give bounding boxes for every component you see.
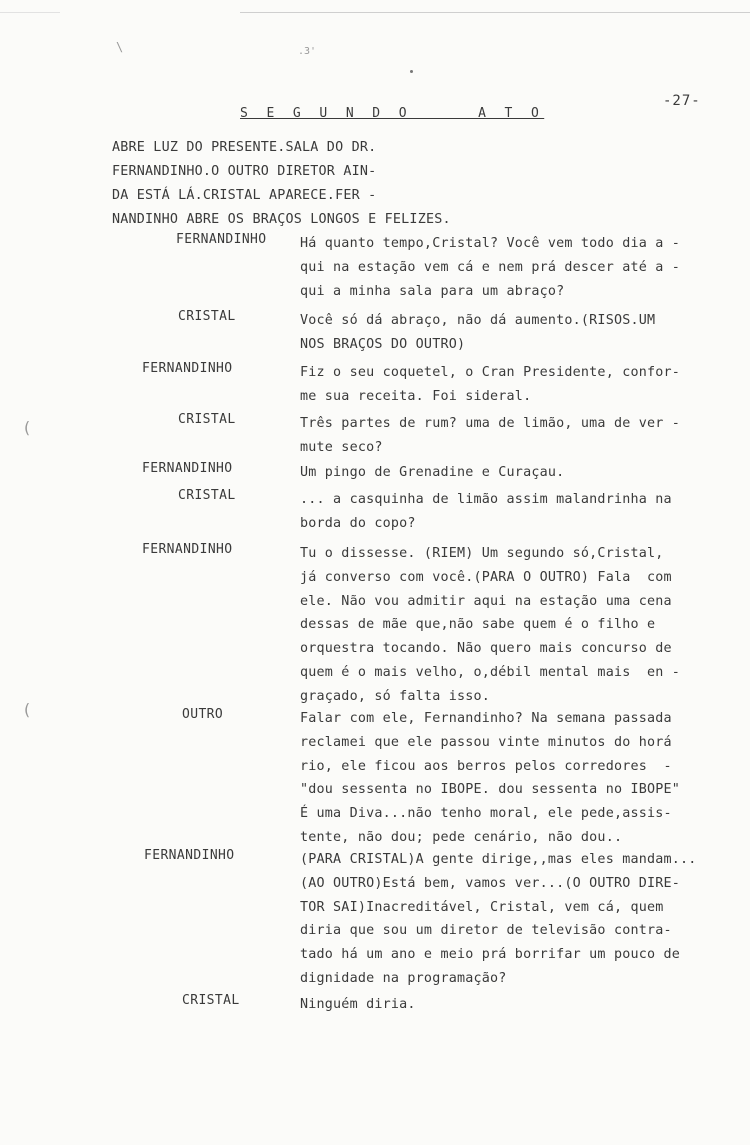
speech-line: rio, ele ficou aos berros pelos corredores - <box>300 758 672 774</box>
speech <box>300 488 672 536</box>
speech-line: dessas de mãe que,não sabe quem é o filho e <box>300 617 656 633</box>
speech-line: Você só dá abraço, não dá aumento.(RISOS.UM <box>300 313 656 328</box>
speech-line: dignidade na programação? <box>300 970 507 986</box>
speaker-name: FERNANDINHO <box>144 848 235 863</box>
speech-line: TOR SAI)Inacreditável, Cristal, vem cá, quem <box>300 899 664 915</box>
speech <box>300 707 680 850</box>
speech-line: qui na estação vem cá e nem prá descer até a - <box>300 259 681 275</box>
speaker-name: CRISTAL <box>178 488 236 503</box>
speech-line: me sua receita. Foi sideral. <box>300 388 532 404</box>
act-heading: S E G U N D O A T O <box>240 106 545 121</box>
speech <box>300 361 680 409</box>
scan-edge-line <box>240 12 750 13</box>
speech-line: NOS BRAÇOS DO OUTRO) <box>300 336 466 352</box>
speech-line: mute seco? <box>300 439 383 455</box>
speech-line: qui a minha sala para um abraço? <box>300 283 565 299</box>
speech <box>300 993 416 1017</box>
scan-edge-line <box>0 12 60 13</box>
speech-line: ele. Não vou admitir aqui na estação uma cena <box>300 593 672 609</box>
speech-line: Tu o dissesse. (RIEM) Um segundo só,Cristal, <box>300 546 664 561</box>
speaker-name: CRISTAL <box>178 309 236 324</box>
speech-line: tado há um ano e meio prá borrifar um pouco de <box>300 947 681 963</box>
speaker-name: FERNANDINHO <box>142 461 233 476</box>
speech-line: borda do copo? <box>300 515 416 531</box>
speech-line: (AO OUTRO)Está bem, vamos ver...(O OUTRO DIRE- <box>300 875 681 891</box>
speech-line: (PARA CRISTAL)A gente dirige,,mas eles mandam... <box>300 852 697 867</box>
speaker-name: OUTRO <box>182 707 224 722</box>
speech <box>300 232 680 303</box>
scan-speck <box>410 70 413 73</box>
scan-mark: .3' <box>298 46 317 57</box>
speech-line: diria que sou um diretor de televisão contra- <box>300 923 672 939</box>
speaker-name: FERNANDINHO <box>142 542 233 557</box>
speech <box>300 309 655 357</box>
stage-direction <box>112 136 451 232</box>
scan-mark: ( <box>22 700 32 719</box>
scan-mark: ( <box>22 418 32 437</box>
speech-line: já converso com você.(PARA O OUTRO) Fala com <box>300 569 672 585</box>
stage-direction-line: NANDINHO ABRE OS BRAÇOS LONGOS E FELIZES. <box>112 212 451 227</box>
speech <box>300 412 680 460</box>
speech-line: Falar com ele, Fernandinho? Na semana passada <box>300 711 672 726</box>
speech-line: quem é o mais velho, o,débil mental mais en - <box>300 664 681 680</box>
page-number: -27- <box>663 93 701 109</box>
speech-line: "dou sessenta no IBOPE. dou sessenta no IBOPE" <box>300 782 681 798</box>
scan-mark: \ <box>116 40 124 54</box>
stage-direction-line: DA ESTÁ LÁ.CRISTAL APARECE.FER - <box>112 188 377 203</box>
speech <box>300 461 564 485</box>
speech-line: ... a casquinha de limão assim malandrinha na <box>300 492 672 507</box>
speech-line: orquestra tocando. Não quero mais concurso de <box>300 641 672 657</box>
speech-line: Há quanto tempo,Cristal? Você vem todo dia a - <box>300 236 681 251</box>
speaker-name: CRISTAL <box>178 412 236 427</box>
speech-line: Ninguém diria. <box>300 997 416 1012</box>
speaker-name: CRISTAL <box>182 993 240 1008</box>
speech-line: tente, não dou; pede cenário, não dou.. <box>300 829 623 845</box>
speech <box>300 848 697 991</box>
speech-line: É uma Diva...não tenho moral, ele pede,assis- <box>300 806 672 822</box>
speech-line: graçado, só falta isso. <box>300 688 491 704</box>
speaker-name: FERNANDINHO <box>176 232 267 247</box>
stage-direction-line: ABRE LUZ DO PRESENTE.SALA DO DR. <box>112 140 377 155</box>
speech-line: Três partes de rum? uma de limão, uma de ver - <box>300 416 681 431</box>
speech <box>300 542 680 709</box>
speech-line: reclamei que ele passou vinte minutos do horá <box>300 734 672 750</box>
speech-line: Um pingo de Grenadine e Curaçau. <box>300 465 565 480</box>
speech-line: Fiz o seu coquetel, o Cran Presidente, confor- <box>300 365 681 380</box>
speaker-name: FERNANDINHO <box>142 361 233 376</box>
stage-direction-line: FERNANDINHO.O OUTRO DIRETOR AIN- <box>112 164 377 179</box>
